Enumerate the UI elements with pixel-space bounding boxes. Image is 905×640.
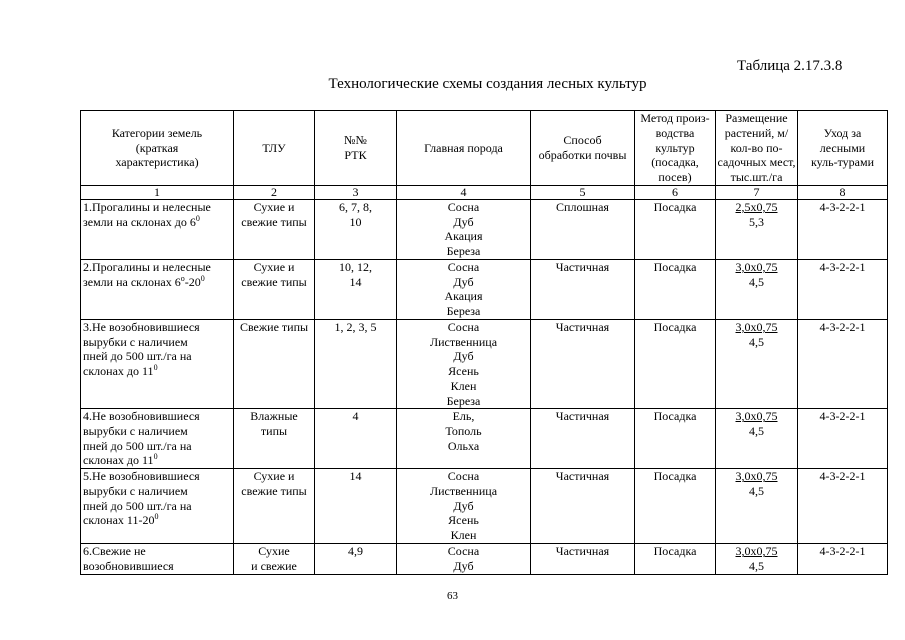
category-text: 2.Прогалины и нелесные xyxy=(83,260,211,274)
rtk-cell xyxy=(315,200,397,260)
header-tlu xyxy=(234,111,315,186)
tlu-line: Влажные xyxy=(250,409,298,424)
header-line: посев) xyxy=(658,170,692,185)
rtk-line: 4 xyxy=(352,409,359,424)
header-line: Метод произ- xyxy=(640,111,710,126)
category-text: земли на склонах 6 xyxy=(83,274,181,289)
category-text: пней до 500 шт./га на xyxy=(83,438,192,453)
category-text: склонах до 11 xyxy=(83,453,154,468)
header-line: Размещение xyxy=(725,111,788,126)
table-row xyxy=(81,260,888,320)
care-cell: 4-3-2-2-1 xyxy=(798,469,888,544)
placement-cell xyxy=(716,320,798,409)
header-line: №№ xyxy=(344,133,367,148)
category-text: вырубки с наличием xyxy=(83,334,188,349)
placement-cell xyxy=(716,200,798,260)
column-number: 3 xyxy=(315,186,397,200)
tlu-cell xyxy=(234,260,315,320)
rtk-line: 1, 2, 3, 5 xyxy=(334,320,377,334)
header-care xyxy=(798,111,888,186)
header-line: лесными xyxy=(819,140,866,155)
category-line xyxy=(83,260,231,275)
tlu-line: типы xyxy=(260,423,288,438)
category-line xyxy=(83,349,231,364)
planting-count: 4,5 xyxy=(749,274,764,289)
tlu-line: свежие типы xyxy=(241,274,307,289)
planting-count: 4,5 xyxy=(749,483,764,498)
header-categories xyxy=(81,111,234,186)
table-row xyxy=(81,200,888,260)
category-line xyxy=(83,499,231,514)
tlu-cell xyxy=(234,320,315,409)
table-header-row xyxy=(81,111,888,186)
placement-spacing: 3,0x0,75 xyxy=(735,469,778,484)
category-cell xyxy=(81,320,234,409)
species-line: Сосна xyxy=(447,200,480,214)
header-main-species xyxy=(397,111,531,186)
species-line: Береза xyxy=(446,393,481,408)
soil-treatment-cell: Сплошная xyxy=(531,200,635,260)
placement-spacing: 3,0x0,75 xyxy=(735,409,778,424)
rtk-line: 4,9 xyxy=(348,544,363,559)
column-number: 8 xyxy=(798,186,888,200)
rtk-cell xyxy=(315,544,397,574)
header-line: РТК xyxy=(344,148,367,162)
degree-mark: 0 xyxy=(154,512,159,522)
category-text: возобновившиеся xyxy=(83,558,174,573)
category-text: пней до 500 шт./га на xyxy=(83,498,192,513)
category-line xyxy=(83,484,231,499)
species-line: Дуб xyxy=(453,558,474,573)
header-production-method xyxy=(635,111,716,186)
header-line: обработки почвы xyxy=(538,148,627,162)
category-line xyxy=(83,544,231,559)
category-text: склонах до 11 xyxy=(83,364,154,379)
header-placement xyxy=(716,111,798,186)
category-line xyxy=(83,320,231,335)
soil-treatment-cell: Частичная xyxy=(531,320,635,409)
tlu-cell xyxy=(234,409,315,469)
header-line: куль-турами xyxy=(810,155,875,170)
species-line: Береза xyxy=(446,304,481,319)
header-line: садочных мест, xyxy=(717,155,796,170)
header-line: Способ xyxy=(563,133,602,148)
table-row xyxy=(81,320,888,409)
placement-cell xyxy=(716,409,798,469)
placement-spacing: 2,5x0,75 xyxy=(735,200,778,214)
category-line xyxy=(83,335,231,350)
method-cell: Посадка xyxy=(635,320,716,409)
rtk-cell xyxy=(315,409,397,469)
method-cell: Посадка xyxy=(635,469,716,544)
care-cell: 4-3-2-2-1 xyxy=(798,409,888,469)
column-number: 5 xyxy=(531,186,635,200)
category-text: вырубки с наличием xyxy=(83,423,188,438)
category-text: пней до 500 шт./га на xyxy=(83,349,192,364)
tlu-line: Сухие и xyxy=(253,469,295,484)
care-cell: 4-3-2-2-1 xyxy=(798,260,888,320)
species-line: Сосна xyxy=(447,469,480,484)
tlu-cell xyxy=(234,200,315,260)
species-cell xyxy=(397,200,531,260)
species-line: Клен xyxy=(450,528,477,543)
category-line xyxy=(83,439,231,454)
table-row xyxy=(81,544,888,574)
placement-cell xyxy=(716,469,798,544)
tlu-line: Свежие типы xyxy=(239,320,309,334)
category-cell xyxy=(81,260,234,320)
rtk-line: 6, 7, 8, xyxy=(339,200,372,214)
category-line xyxy=(83,453,231,468)
species-line: Лиственница xyxy=(429,334,498,349)
table-row xyxy=(81,409,888,469)
degree-mark: 0 xyxy=(195,213,200,223)
rtk-line: 14 xyxy=(349,274,362,289)
category-text: 3.Не возобновившиеся xyxy=(83,320,200,334)
species-line: Акация xyxy=(444,289,483,304)
category-cell xyxy=(81,469,234,544)
category-line xyxy=(83,275,231,290)
tlu-line: свежие типы xyxy=(241,214,307,229)
column-number: 1 xyxy=(81,186,234,200)
category-text: склонах 11-20 xyxy=(83,513,155,528)
soil-treatment-cell: Частичная xyxy=(531,260,635,320)
header-rtk xyxy=(315,111,397,186)
method-cell: Посадка xyxy=(635,544,716,574)
header-line: характеристика) xyxy=(115,155,199,170)
header-line: Уход за xyxy=(823,125,862,140)
species-line: Дуб xyxy=(453,498,474,513)
category-line xyxy=(83,364,231,379)
table-label: Таблица 2.17.3.8 xyxy=(737,58,843,74)
header-line: кол-во по- xyxy=(730,140,783,155)
tlu-cell xyxy=(234,469,315,544)
species-line: Тополь xyxy=(445,423,482,438)
species-line: Клен xyxy=(450,378,477,393)
tlu-line: Сухие и xyxy=(253,200,295,214)
planting-count: 4,5 xyxy=(749,558,764,573)
species-line: Ель, xyxy=(452,409,475,424)
species-line: Дуб xyxy=(453,349,474,364)
placement-spacing: 3,0x0,75 xyxy=(735,260,778,274)
tlu-line: Сухие и xyxy=(253,260,295,274)
species-cell xyxy=(397,409,531,469)
placement-spacing: 3,0x0,75 xyxy=(735,544,778,559)
header-line: растений, м/ xyxy=(724,125,789,140)
species-line: Сосна xyxy=(447,544,480,559)
category-line xyxy=(83,424,231,439)
table-row xyxy=(81,469,888,544)
category-text: 4.Не возобновившиеся xyxy=(83,409,200,424)
species-line: Ольха xyxy=(447,438,480,453)
method-cell: Посадка xyxy=(635,409,716,469)
care-cell: 4-3-2-2-1 xyxy=(798,200,888,260)
tlu-line: Сухие xyxy=(258,544,290,559)
rtk-line: 10, 12, xyxy=(339,260,372,274)
category-tail: -20 xyxy=(184,274,201,289)
category-line xyxy=(83,469,231,484)
degree-mark: 0 xyxy=(153,452,158,462)
column-number-row xyxy=(81,186,888,200)
species-line: Лиственница xyxy=(429,483,498,498)
planting-count: 4,5 xyxy=(749,423,764,438)
page-number: 63 xyxy=(447,590,458,602)
header-line: (краткая xyxy=(135,140,179,155)
species-line: Сосна xyxy=(447,260,480,274)
soil-treatment-cell: Частичная xyxy=(531,469,635,544)
tlu-cell xyxy=(234,544,315,574)
species-line: Дуб xyxy=(453,214,474,229)
method-cell: Посадка xyxy=(635,260,716,320)
placement-spacing: 3,0x0,75 xyxy=(735,320,778,334)
degree-mark: о xyxy=(180,273,185,283)
planting-count: 5,3 xyxy=(749,214,764,229)
planting-count: 4,5 xyxy=(749,334,764,349)
category-cell xyxy=(81,409,234,469)
category-text: 1.Прогалины и нелесные xyxy=(83,200,211,214)
care-cell: 4-3-2-2-1 xyxy=(798,320,888,409)
header-line: (посадка, xyxy=(651,155,699,170)
category-cell xyxy=(81,200,234,260)
rtk-cell xyxy=(315,469,397,544)
category-line xyxy=(83,409,231,424)
header-line: водства xyxy=(655,125,695,140)
soil-treatment-cell: Частичная xyxy=(531,544,635,574)
column-number: 6 xyxy=(635,186,716,200)
header-line: Главная порода xyxy=(424,140,503,155)
column-number: 4 xyxy=(397,186,531,200)
species-cell xyxy=(397,544,531,574)
category-cell xyxy=(81,544,234,574)
category-text: 6.Свежие не xyxy=(83,544,146,559)
header-line: Категории земель xyxy=(111,125,203,140)
header-soil-treatment xyxy=(531,111,635,186)
category-text: земли на склонах до 6 xyxy=(83,214,196,229)
column-number: 2 xyxy=(234,186,315,200)
placement-cell xyxy=(716,544,798,574)
soil-treatment-cell: Частичная xyxy=(531,409,635,469)
degree-mark: 0 xyxy=(153,363,158,373)
species-cell xyxy=(397,320,531,409)
rtk-cell xyxy=(315,320,397,409)
forest-culture-schemes-table xyxy=(80,110,888,575)
header-line: тыс.шт./га xyxy=(730,170,783,185)
species-cell xyxy=(397,469,531,544)
species-line: Береза xyxy=(446,244,481,259)
species-line: Дуб xyxy=(453,274,474,289)
document-title: Технологические схемы создания лесных культур xyxy=(328,76,647,92)
category-line xyxy=(83,513,231,528)
care-cell: 4-3-2-2-1 xyxy=(798,544,888,574)
method-cell: Посадка xyxy=(635,200,716,260)
category-text: вырубки с наличием xyxy=(83,483,188,498)
species-line: Ясень xyxy=(448,513,479,528)
placement-cell xyxy=(716,260,798,320)
species-line: Сосна xyxy=(447,320,480,334)
rtk-cell xyxy=(315,260,397,320)
species-cell xyxy=(397,260,531,320)
column-number: 7 xyxy=(716,186,798,200)
species-line: Акация xyxy=(444,229,483,244)
rtk-line: 14 xyxy=(349,469,362,484)
category-text: 5.Не возобновившиеся xyxy=(83,469,200,484)
species-line: Ясень xyxy=(448,364,479,379)
tlu-line: свежие типы xyxy=(241,483,307,498)
category-line xyxy=(83,215,231,230)
category-line xyxy=(83,200,231,215)
category-line xyxy=(83,559,231,574)
degree-mark: 0 xyxy=(200,273,205,283)
tlu-line: и свежие xyxy=(251,558,297,573)
header-line: культур xyxy=(655,140,695,155)
header-line: ТЛУ xyxy=(262,140,286,155)
rtk-line: 10 xyxy=(349,214,362,229)
